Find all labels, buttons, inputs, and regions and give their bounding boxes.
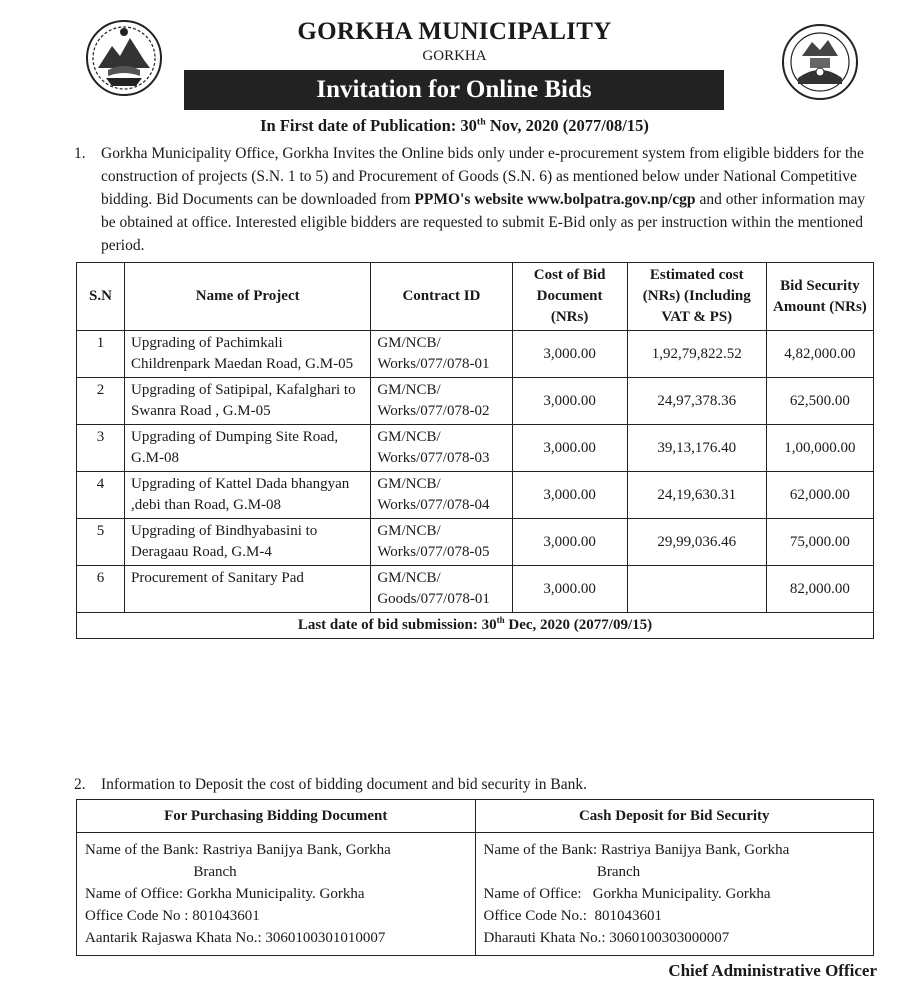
bank-details-row — [77, 833, 874, 956]
cell-sn: 3 — [77, 425, 125, 472]
cell-contract: GM/NCB/ Works/077/078-05 — [371, 519, 512, 566]
bank-info-heading — [74, 776, 880, 794]
cell-cost: 3,000.00 — [512, 331, 627, 378]
publication-date-sup: th — [476, 116, 486, 128]
header-security: Bid Security Amount (NRs) — [766, 263, 873, 331]
intro-paragraph — [74, 142, 880, 257]
last-date-row — [77, 613, 874, 639]
cell-estimate: 1,92,79,822.52 — [627, 331, 766, 378]
cell-cost: 3,000.00 — [512, 566, 627, 613]
notice-banner: Invitation for Online Bids — [184, 70, 724, 110]
bank-right-header: Cash Deposit for Bid Security — [475, 800, 874, 833]
left-khata-no: Aantarik Rajaswa Khata No.: 3060100301010007 — [85, 930, 386, 946]
organization-title: GORKHA MUNICIPALITY — [297, 18, 612, 45]
right-khata-no: Dharauti Khata No.: 3060100303000007 — [483, 930, 730, 946]
right-office-name: Name of Office: Gorkha Municipality. Gorkha — [483, 886, 771, 902]
cell-name: Upgrading of Dumping Site Road, G.M-08 — [125, 425, 371, 472]
right-bank-branch: Branch — [596, 864, 641, 880]
cell-security: 62,000.00 — [766, 472, 873, 519]
header-estimate: Estimated cost (NRs) (Including VAT & PS) — [627, 263, 766, 331]
table-row — [77, 331, 874, 378]
cell-security: 4,82,000.00 — [766, 331, 873, 378]
bank-left-details — [77, 833, 476, 956]
table-row — [77, 519, 874, 566]
cell-estimate: 39,13,176.40 — [627, 425, 766, 472]
cell-estimate — [627, 566, 766, 613]
header-cost: Cost of Bid Document (NRs) — [512, 263, 627, 331]
ppmo-website: PPMO's website www.bolpatra.gov.np/cgp — [414, 191, 696, 208]
intro-number: 1. — [74, 145, 86, 162]
cell-name: Procurement of Sanitary Pad — [125, 566, 371, 613]
table-row — [77, 425, 874, 472]
left-office-code: Office Code No : 801043601 — [85, 908, 260, 924]
cell-sn: 4 — [77, 472, 125, 519]
cell-estimate: 24,19,630.31 — [627, 472, 766, 519]
right-bank-name: Name of the Bank: Rastriya Banijya Bank, Gorkha — [483, 842, 790, 858]
intro-text-a: Gorkha Municipality Office, Gorkha Invites the Online bids only under e-procurement system from eligible bidders for the construction of projects (S.N. 1 to 5) and Procurement of Goods (S.N. 6) as mentioned below under National Competitive bidding. Bid Documents can be downloaded from — [101, 145, 864, 208]
cell-cost: 3,000.00 — [512, 472, 627, 519]
publication-date-prefix: In First date of Publication: 30 — [260, 116, 477, 135]
left-bank-branch: Branch — [193, 864, 237, 880]
header-sn: S.N — [77, 263, 125, 331]
last-date-suffix: Dec, 2020 (2077/09/15) — [504, 617, 653, 633]
last-date-sup: th — [496, 615, 505, 625]
cell-estimate: 24,97,378.36 — [627, 378, 766, 425]
cell-estimate: 29,99,036.46 — [627, 519, 766, 566]
cell-name: Upgrading of Pachimkali Childrenpark Maedan Road, G.M-05 — [125, 331, 371, 378]
cell-security: 1,00,000.00 — [766, 425, 873, 472]
cell-security: 75,000.00 — [766, 519, 873, 566]
left-bank-name: Name of the Bank: Rastriya Banijya Bank, Gorkha — [85, 842, 391, 858]
bank-table — [76, 799, 874, 956]
cell-security: 62,500.00 — [766, 378, 873, 425]
cell-contract: GM/NCB/ Works/077/078-02 — [371, 378, 512, 425]
info2-text: Information to Deposit the cost of bidding document and bid security in Bank. — [101, 776, 588, 793]
cell-name: Upgrading of Bindhyabasini to Deragaau Road, G.M-4 — [125, 519, 371, 566]
signoff: Chief Administrative Officer — [668, 961, 877, 980]
intro-text-b: and other information may be obtained at office. Interested eligible bidders are requested to submit E-Bid only as per instruction within the mentioned period. — [101, 191, 866, 254]
cell-contract: GM/NCB/ Goods/077/078-01 — [371, 566, 512, 613]
bank-left-header: For Purchasing Bidding Document — [77, 800, 476, 833]
cell-name: Upgrading of Kattel Dada bhangyan ,debi than Road, G.M-08 — [125, 472, 371, 519]
right-office-code: Office Code No.: 801043601 — [483, 908, 662, 924]
header-contract: Contract ID — [371, 263, 512, 331]
last-date-cell — [77, 613, 874, 639]
bids-table — [76, 262, 874, 639]
last-date-prefix: Last date of bid submission: 30 — [297, 617, 497, 633]
cell-contract: GM/NCB/ Works/077/078-01 — [371, 331, 512, 378]
header-name: Name of Project — [125, 263, 371, 331]
cell-sn: 1 — [77, 331, 125, 378]
cell-security: 82,000.00 — [766, 566, 873, 613]
publication-date — [0, 116, 909, 136]
cell-contract: GM/NCB/ Works/077/078-03 — [371, 425, 512, 472]
organization-subtitle: GORKHA — [422, 48, 487, 64]
bank-right-details — [475, 833, 874, 956]
left-office-name: Name of Office: Gorkha Municipality. Gorkha — [85, 886, 365, 902]
cell-sn: 2 — [77, 378, 125, 425]
cell-sn: 6 — [77, 566, 125, 613]
table-row — [77, 472, 874, 519]
info2-number: 2. — [74, 776, 86, 793]
cell-contract: GM/NCB/ Works/077/078-04 — [371, 472, 512, 519]
cell-cost: 3,000.00 — [512, 425, 627, 472]
bids-table-header — [77, 263, 874, 331]
bank-table-header — [77, 800, 874, 833]
cell-sn: 5 — [77, 519, 125, 566]
table-row — [77, 566, 874, 613]
cell-cost: 3,000.00 — [512, 378, 627, 425]
cell-name: Upgrading of Satipipal, Kafalghari to Swanra Road , G.M-05 — [125, 378, 371, 425]
table-row — [77, 378, 874, 425]
publication-date-suffix: Nov, 2020 (2077/08/15) — [485, 116, 649, 135]
cell-cost: 3,000.00 — [512, 519, 627, 566]
